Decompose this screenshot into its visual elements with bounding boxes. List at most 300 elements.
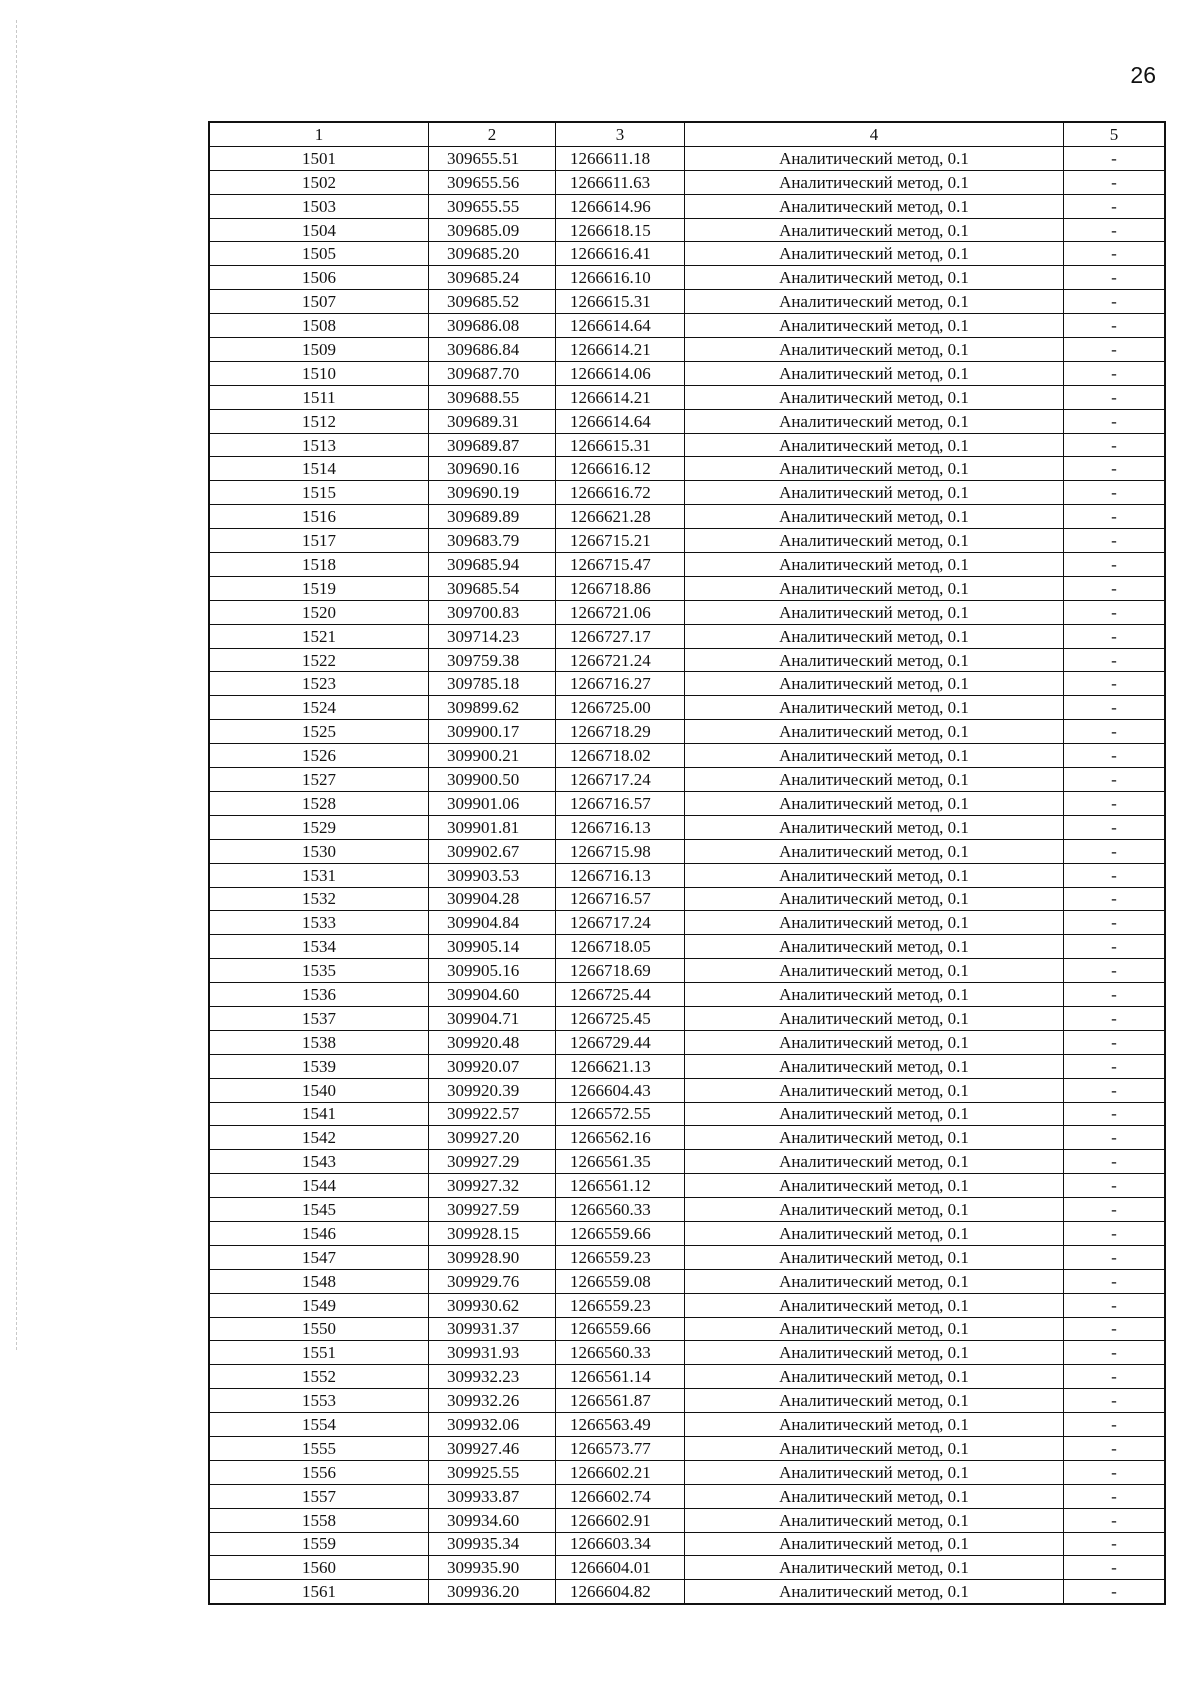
y-coordinate-cell: 1266611.63	[556, 170, 685, 194]
note-cell: -	[1064, 1436, 1166, 1460]
point-number-cell: 1549	[209, 1293, 429, 1317]
table-row	[209, 290, 1165, 314]
y-coordinate-cell: 1266729.44	[556, 1030, 685, 1054]
point-number-cell: 1558	[209, 1508, 429, 1532]
method-cell: Аналитический метод, 0.1	[685, 1006, 1064, 1030]
column-header-3: 3	[556, 122, 685, 146]
method-cell: Аналитический метод, 0.1	[685, 1030, 1064, 1054]
table-row	[209, 338, 1165, 362]
y-coordinate-cell: 1266561.87	[556, 1389, 685, 1413]
point-number-cell: 1537	[209, 1006, 429, 1030]
x-coordinate-cell: 309932.06	[429, 1413, 556, 1437]
y-coordinate-cell: 1266604.01	[556, 1556, 685, 1580]
method-cell: Аналитический метод, 0.1	[685, 672, 1064, 696]
table-row	[209, 242, 1165, 266]
table-row	[209, 553, 1165, 577]
note-cell: -	[1064, 768, 1166, 792]
note-cell: -	[1064, 1174, 1166, 1198]
x-coordinate-cell: 309685.09	[429, 218, 556, 242]
x-coordinate-cell: 309900.50	[429, 768, 556, 792]
method-cell: Аналитический метод, 0.1	[685, 935, 1064, 959]
x-coordinate-cell: 309689.87	[429, 433, 556, 457]
point-number-cell: 1555	[209, 1436, 429, 1460]
x-coordinate-cell: 309690.19	[429, 481, 556, 505]
table-row	[209, 576, 1165, 600]
point-number-cell: 1547	[209, 1245, 429, 1269]
method-cell: Аналитический метод, 0.1	[685, 1078, 1064, 1102]
table-row	[209, 648, 1165, 672]
point-number-cell: 1518	[209, 553, 429, 577]
y-coordinate-cell: 1266717.24	[556, 768, 685, 792]
table-row	[209, 1198, 1165, 1222]
method-cell: Аналитический метод, 0.1	[685, 744, 1064, 768]
x-coordinate-cell: 309927.46	[429, 1436, 556, 1460]
note-cell: -	[1064, 1030, 1166, 1054]
method-cell: Аналитический метод, 0.1	[685, 839, 1064, 863]
point-number-cell: 1530	[209, 839, 429, 863]
point-number-cell: 1502	[209, 170, 429, 194]
note-cell: -	[1064, 505, 1166, 529]
note-cell: -	[1064, 194, 1166, 218]
method-cell: Аналитический метод, 0.1	[685, 1269, 1064, 1293]
table-row	[209, 409, 1165, 433]
point-number-cell: 1509	[209, 338, 429, 362]
y-coordinate-cell: 1266614.64	[556, 409, 685, 433]
point-number-cell: 1548	[209, 1269, 429, 1293]
table-row	[209, 744, 1165, 768]
table-row	[209, 529, 1165, 553]
note-cell: -	[1064, 433, 1166, 457]
x-coordinate-cell: 309904.60	[429, 983, 556, 1007]
method-cell: Аналитический метод, 0.1	[685, 1054, 1064, 1078]
table-row	[209, 1484, 1165, 1508]
point-number-cell: 1519	[209, 576, 429, 600]
table-row	[209, 505, 1165, 529]
method-cell: Аналитический метод, 0.1	[685, 983, 1064, 1007]
note-cell: -	[1064, 1484, 1166, 1508]
x-coordinate-cell: 309685.20	[429, 242, 556, 266]
note-cell: -	[1064, 863, 1166, 887]
y-coordinate-cell: 1266559.66	[556, 1317, 685, 1341]
x-coordinate-cell: 309685.54	[429, 576, 556, 600]
x-coordinate-cell: 309925.55	[429, 1460, 556, 1484]
note-cell: -	[1064, 385, 1166, 409]
note-cell: -	[1064, 1054, 1166, 1078]
table-row	[209, 1221, 1165, 1245]
method-cell: Аналитический метод, 0.1	[685, 290, 1064, 314]
y-coordinate-cell: 1266563.49	[556, 1413, 685, 1437]
method-cell: Аналитический метод, 0.1	[685, 863, 1064, 887]
x-coordinate-cell: 309903.53	[429, 863, 556, 887]
y-coordinate-cell: 1266621.28	[556, 505, 685, 529]
method-cell: Аналитический метод, 0.1	[685, 815, 1064, 839]
method-cell: Аналитический метод, 0.1	[685, 1413, 1064, 1437]
table-row	[209, 791, 1165, 815]
table-row	[209, 1293, 1165, 1317]
x-coordinate-cell: 309922.57	[429, 1102, 556, 1126]
table-row	[209, 1269, 1165, 1293]
x-coordinate-cell: 309929.76	[429, 1269, 556, 1293]
table-row	[209, 720, 1165, 744]
note-cell: -	[1064, 576, 1166, 600]
y-coordinate-cell: 1266562.16	[556, 1126, 685, 1150]
method-cell: Аналитический метод, 0.1	[685, 146, 1064, 170]
point-number-cell: 1559	[209, 1532, 429, 1556]
method-cell: Аналитический метод, 0.1	[685, 1508, 1064, 1532]
table-row	[209, 361, 1165, 385]
table-row	[209, 433, 1165, 457]
table-row	[209, 1341, 1165, 1365]
method-cell: Аналитический метод, 0.1	[685, 1436, 1064, 1460]
note-cell: -	[1064, 361, 1166, 385]
point-number-cell: 1539	[209, 1054, 429, 1078]
x-coordinate-cell: 309932.26	[429, 1389, 556, 1413]
y-coordinate-cell: 1266559.08	[556, 1269, 685, 1293]
method-cell: Аналитический метод, 0.1	[685, 433, 1064, 457]
method-cell: Аналитический метод, 0.1	[685, 576, 1064, 600]
point-number-cell: 1527	[209, 768, 429, 792]
method-cell: Аналитический метод, 0.1	[685, 720, 1064, 744]
method-cell: Аналитический метод, 0.1	[685, 959, 1064, 983]
table-row	[209, 1413, 1165, 1437]
y-coordinate-cell: 1266721.06	[556, 600, 685, 624]
method-cell: Аналитический метод, 0.1	[685, 1245, 1064, 1269]
x-coordinate-cell: 309655.56	[429, 170, 556, 194]
y-coordinate-cell: 1266615.31	[556, 290, 685, 314]
note-cell: -	[1064, 1150, 1166, 1174]
page-number: 26	[1130, 62, 1156, 88]
note-cell: -	[1064, 1245, 1166, 1269]
note-cell: -	[1064, 1078, 1166, 1102]
note-cell: -	[1064, 600, 1166, 624]
x-coordinate-cell: 309920.39	[429, 1078, 556, 1102]
table-row	[209, 1030, 1165, 1054]
point-number-cell: 1543	[209, 1150, 429, 1174]
method-cell: Аналитический метод, 0.1	[685, 1174, 1064, 1198]
point-number-cell: 1512	[209, 409, 429, 433]
method-cell: Аналитический метод, 0.1	[685, 409, 1064, 433]
y-coordinate-cell: 1266616.10	[556, 266, 685, 290]
method-cell: Аналитический метод, 0.1	[685, 911, 1064, 935]
y-coordinate-cell: 1266560.33	[556, 1341, 685, 1365]
note-cell: -	[1064, 1460, 1166, 1484]
note-cell: -	[1064, 1580, 1166, 1604]
x-coordinate-cell: 309688.55	[429, 385, 556, 409]
y-coordinate-cell: 1266559.23	[556, 1245, 685, 1269]
note-cell: -	[1064, 1198, 1166, 1222]
point-number-cell: 1520	[209, 600, 429, 624]
note-cell: -	[1064, 1556, 1166, 1580]
method-cell: Аналитический метод, 0.1	[685, 505, 1064, 529]
x-coordinate-cell: 309930.62	[429, 1293, 556, 1317]
point-number-cell: 1508	[209, 314, 429, 338]
table-row	[209, 146, 1165, 170]
table-row	[209, 1174, 1165, 1198]
note-cell: -	[1064, 481, 1166, 505]
point-number-cell: 1526	[209, 744, 429, 768]
y-coordinate-cell: 1266572.55	[556, 1102, 685, 1126]
x-coordinate-cell: 309685.94	[429, 553, 556, 577]
y-coordinate-cell: 1266618.15	[556, 218, 685, 242]
x-coordinate-cell: 309905.16	[429, 959, 556, 983]
x-coordinate-cell: 309714.23	[429, 624, 556, 648]
table-row	[209, 1532, 1165, 1556]
method-cell: Аналитический метод, 0.1	[685, 1126, 1064, 1150]
y-coordinate-cell: 1266602.91	[556, 1508, 685, 1532]
point-number-cell: 1522	[209, 648, 429, 672]
table-row	[209, 672, 1165, 696]
method-cell: Аналитический метод, 0.1	[685, 887, 1064, 911]
table-header	[209, 122, 1165, 146]
note-cell: -	[1064, 553, 1166, 577]
y-coordinate-cell: 1266716.13	[556, 815, 685, 839]
point-number-cell: 1560	[209, 1556, 429, 1580]
note-cell: -	[1064, 791, 1166, 815]
method-cell: Аналитический метод, 0.1	[685, 242, 1064, 266]
column-header-1: 1	[209, 122, 429, 146]
x-coordinate-cell: 309689.89	[429, 505, 556, 529]
y-coordinate-cell: 1266614.96	[556, 194, 685, 218]
column-header-4: 4	[685, 122, 1064, 146]
table-row	[209, 1436, 1165, 1460]
x-coordinate-cell: 309927.32	[429, 1174, 556, 1198]
method-cell: Аналитический метод, 0.1	[685, 1102, 1064, 1126]
point-number-cell: 1538	[209, 1030, 429, 1054]
note-cell: -	[1064, 457, 1166, 481]
y-coordinate-cell: 1266561.35	[556, 1150, 685, 1174]
method-cell: Аналитический метод, 0.1	[685, 600, 1064, 624]
table-row	[209, 1006, 1165, 1030]
table-row	[209, 1556, 1165, 1580]
x-coordinate-cell: 309785.18	[429, 672, 556, 696]
y-coordinate-cell: 1266616.12	[556, 457, 685, 481]
point-number-cell: 1546	[209, 1221, 429, 1245]
point-number-cell: 1557	[209, 1484, 429, 1508]
table-row	[209, 1365, 1165, 1389]
y-coordinate-cell: 1266604.82	[556, 1580, 685, 1604]
point-number-cell: 1554	[209, 1413, 429, 1437]
y-coordinate-cell: 1266603.34	[556, 1532, 685, 1556]
x-coordinate-cell: 309927.20	[429, 1126, 556, 1150]
method-cell: Аналитический метод, 0.1	[685, 1150, 1064, 1174]
note-cell: -	[1064, 1293, 1166, 1317]
table-row	[209, 1245, 1165, 1269]
x-coordinate-cell: 309900.21	[429, 744, 556, 768]
x-coordinate-cell: 309700.83	[429, 600, 556, 624]
note-cell: -	[1064, 529, 1166, 553]
method-cell: Аналитический метод, 0.1	[685, 1532, 1064, 1556]
x-coordinate-cell: 309899.62	[429, 696, 556, 720]
table-row	[209, 935, 1165, 959]
method-cell: Аналитический метод, 0.1	[685, 1365, 1064, 1389]
coordinates-table	[208, 121, 1166, 1605]
x-coordinate-cell: 309920.48	[429, 1030, 556, 1054]
point-number-cell: 1529	[209, 815, 429, 839]
y-coordinate-cell: 1266718.05	[556, 935, 685, 959]
table-body	[209, 146, 1165, 1604]
method-cell: Аналитический метод, 0.1	[685, 1341, 1064, 1365]
note-cell: -	[1064, 624, 1166, 648]
y-coordinate-cell: 1266715.21	[556, 529, 685, 553]
y-coordinate-cell: 1266716.13	[556, 863, 685, 887]
y-coordinate-cell: 1266611.18	[556, 146, 685, 170]
x-coordinate-cell: 309685.52	[429, 290, 556, 314]
point-number-cell: 1541	[209, 1102, 429, 1126]
note-cell: -	[1064, 983, 1166, 1007]
x-coordinate-cell: 309904.84	[429, 911, 556, 935]
y-coordinate-cell: 1266727.17	[556, 624, 685, 648]
note-cell: -	[1064, 1317, 1166, 1341]
point-number-cell: 1514	[209, 457, 429, 481]
x-coordinate-cell: 309683.79	[429, 529, 556, 553]
x-coordinate-cell: 309686.08	[429, 314, 556, 338]
note-cell: -	[1064, 1508, 1166, 1532]
point-number-cell: 1515	[209, 481, 429, 505]
point-number-cell: 1507	[209, 290, 429, 314]
scan-edge-mark	[16, 20, 18, 1350]
y-coordinate-cell: 1266725.00	[556, 696, 685, 720]
y-coordinate-cell: 1266616.41	[556, 242, 685, 266]
note-cell: -	[1064, 720, 1166, 744]
y-coordinate-cell: 1266621.13	[556, 1054, 685, 1078]
header-row	[209, 122, 1165, 146]
method-cell: Аналитический метод, 0.1	[685, 1198, 1064, 1222]
table-row	[209, 1508, 1165, 1532]
x-coordinate-cell: 309901.06	[429, 791, 556, 815]
note-cell: -	[1064, 1341, 1166, 1365]
y-coordinate-cell: 1266561.12	[556, 1174, 685, 1198]
point-number-cell: 1511	[209, 385, 429, 409]
x-coordinate-cell: 309905.14	[429, 935, 556, 959]
x-coordinate-cell: 309931.37	[429, 1317, 556, 1341]
y-coordinate-cell: 1266721.24	[556, 648, 685, 672]
x-coordinate-cell: 309935.90	[429, 1556, 556, 1580]
y-coordinate-cell: 1266559.66	[556, 1221, 685, 1245]
point-number-cell: 1544	[209, 1174, 429, 1198]
table-row	[209, 1389, 1165, 1413]
y-coordinate-cell: 1266725.44	[556, 983, 685, 1007]
note-cell: -	[1064, 170, 1166, 194]
table-row	[209, 1150, 1165, 1174]
x-coordinate-cell: 309900.17	[429, 720, 556, 744]
x-coordinate-cell: 309685.24	[429, 266, 556, 290]
y-coordinate-cell: 1266725.45	[556, 1006, 685, 1030]
note-cell: -	[1064, 218, 1166, 242]
table-row	[209, 385, 1165, 409]
point-number-cell: 1531	[209, 863, 429, 887]
point-number-cell: 1532	[209, 887, 429, 911]
x-coordinate-cell: 309687.70	[429, 361, 556, 385]
table-row	[209, 266, 1165, 290]
note-cell: -	[1064, 672, 1166, 696]
note-cell: -	[1064, 1413, 1166, 1437]
note-cell: -	[1064, 696, 1166, 720]
table-row	[209, 1460, 1165, 1484]
y-coordinate-cell: 1266614.21	[556, 385, 685, 409]
point-number-cell: 1506	[209, 266, 429, 290]
point-number-cell: 1501	[209, 146, 429, 170]
x-coordinate-cell: 309927.29	[429, 1150, 556, 1174]
point-number-cell: 1536	[209, 983, 429, 1007]
note-cell: -	[1064, 1006, 1166, 1030]
y-coordinate-cell: 1266716.57	[556, 791, 685, 815]
y-coordinate-cell: 1266602.21	[556, 1460, 685, 1484]
x-coordinate-cell: 309933.87	[429, 1484, 556, 1508]
method-cell: Аналитический метод, 0.1	[685, 1317, 1064, 1341]
point-number-cell: 1545	[209, 1198, 429, 1222]
method-cell: Аналитический метод, 0.1	[685, 385, 1064, 409]
table-row	[209, 983, 1165, 1007]
note-cell: -	[1064, 146, 1166, 170]
point-number-cell: 1525	[209, 720, 429, 744]
method-cell: Аналитический метод, 0.1	[685, 314, 1064, 338]
y-coordinate-cell: 1266718.69	[556, 959, 685, 983]
table-row	[209, 768, 1165, 792]
table-row	[209, 314, 1165, 338]
point-number-cell: 1542	[209, 1126, 429, 1150]
y-coordinate-cell: 1266718.86	[556, 576, 685, 600]
x-coordinate-cell: 309655.55	[429, 194, 556, 218]
column-header-2: 2	[429, 122, 556, 146]
point-number-cell: 1528	[209, 791, 429, 815]
method-cell: Аналитический метод, 0.1	[685, 1293, 1064, 1317]
x-coordinate-cell: 309904.28	[429, 887, 556, 911]
x-coordinate-cell: 309936.20	[429, 1580, 556, 1604]
table-row	[209, 170, 1165, 194]
point-number-cell: 1504	[209, 218, 429, 242]
note-cell: -	[1064, 1126, 1166, 1150]
note-cell: -	[1064, 314, 1166, 338]
point-number-cell: 1513	[209, 433, 429, 457]
table-row	[209, 911, 1165, 935]
y-coordinate-cell: 1266718.29	[556, 720, 685, 744]
y-coordinate-cell: 1266715.98	[556, 839, 685, 863]
y-coordinate-cell: 1266559.23	[556, 1293, 685, 1317]
table-row	[209, 887, 1165, 911]
y-coordinate-cell: 1266718.02	[556, 744, 685, 768]
point-number-cell: 1503	[209, 194, 429, 218]
x-coordinate-cell: 309690.16	[429, 457, 556, 481]
method-cell: Аналитический метод, 0.1	[685, 1556, 1064, 1580]
note-cell: -	[1064, 815, 1166, 839]
method-cell: Аналитический метод, 0.1	[685, 361, 1064, 385]
table-row	[209, 1078, 1165, 1102]
note-cell: -	[1064, 1365, 1166, 1389]
method-cell: Аналитический метод, 0.1	[685, 1580, 1064, 1604]
point-number-cell: 1550	[209, 1317, 429, 1341]
y-coordinate-cell: 1266614.21	[556, 338, 685, 362]
point-number-cell: 1540	[209, 1078, 429, 1102]
table-row	[209, 696, 1165, 720]
x-coordinate-cell: 309931.93	[429, 1341, 556, 1365]
note-cell: -	[1064, 935, 1166, 959]
note-cell: -	[1064, 338, 1166, 362]
y-coordinate-cell: 1266717.24	[556, 911, 685, 935]
point-number-cell: 1535	[209, 959, 429, 983]
note-cell: -	[1064, 1102, 1166, 1126]
point-number-cell: 1516	[209, 505, 429, 529]
method-cell: Аналитический метод, 0.1	[685, 338, 1064, 362]
note-cell: -	[1064, 839, 1166, 863]
x-coordinate-cell: 309928.90	[429, 1245, 556, 1269]
point-number-cell: 1553	[209, 1389, 429, 1413]
note-cell: -	[1064, 1221, 1166, 1245]
table-row	[209, 624, 1165, 648]
x-coordinate-cell: 309928.15	[429, 1221, 556, 1245]
method-cell: Аналитический метод, 0.1	[685, 194, 1064, 218]
note-cell: -	[1064, 290, 1166, 314]
method-cell: Аналитический метод, 0.1	[685, 1460, 1064, 1484]
